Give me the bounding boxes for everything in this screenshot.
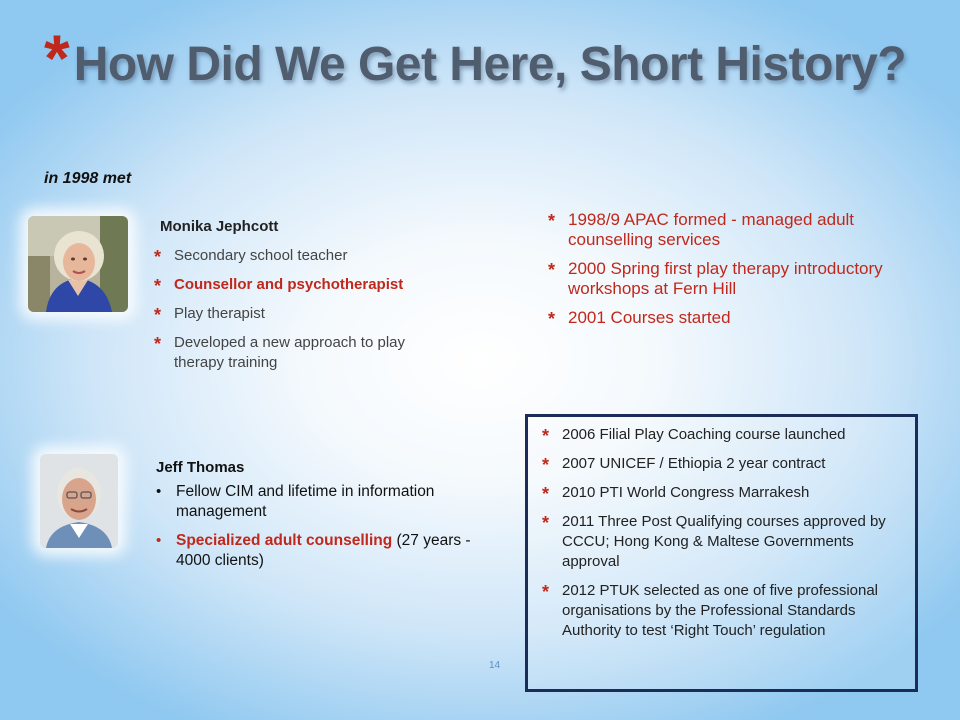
asterisk-bullet-icon: * (548, 309, 556, 329)
list-item: * 2001 Courses started (548, 308, 731, 329)
list-item: * 2007 UNICEF / Ethiopia 2 year contract (542, 455, 826, 475)
slide-title (44, 21, 944, 104)
list-item: * Counsellor and psychotherapist (154, 276, 404, 296)
title-bullet-icon: * (44, 21, 70, 95)
milestones-list (542, 425, 902, 650)
asterisk-bullet-icon: * (154, 334, 162, 354)
list-item: • Specialized adult counselling (27 years - 4000 clients) (156, 532, 471, 569)
woman-portrait-icon (28, 216, 128, 312)
title-text: How Did We Get Here, Short History? (73, 37, 907, 91)
asterisk-bullet-icon: * (542, 484, 550, 504)
intro-text: in 1998 met (44, 170, 132, 187)
milestones-box (525, 414, 918, 692)
list-item: * 2012 PTUK selected as one of five professional organisations by the Professional Standards Authority to test ‘Right Touch’ regulation (542, 582, 879, 639)
asterisk-bullet-icon: * (154, 305, 162, 325)
history-list (548, 210, 918, 337)
asterisk-bullet-icon: * (542, 426, 550, 446)
list-item: * Developed a new approach to play therapy training (154, 334, 405, 371)
jeff-photo (40, 454, 118, 548)
list-item: * Secondary school teacher (154, 247, 348, 267)
asterisk-bullet-icon: * (154, 247, 162, 267)
jeff-list (156, 482, 476, 580)
list-item: * 2010 PTI World Congress Marrakesh (542, 484, 810, 504)
list-item: • Fellow CIM and lifetime in information management (156, 483, 435, 520)
jeff-name: Jeff Thomas (156, 459, 245, 476)
asterisk-bullet-icon: * (542, 582, 550, 602)
list-item: * 1998/9 APAC formed - managed adult counselling services (548, 210, 855, 249)
list-item: * 2000 Spring first play therapy introductory workshops at Fern Hill (548, 259, 883, 298)
asterisk-bullet-icon: * (542, 455, 550, 475)
dot-bullet-icon: • (156, 532, 162, 549)
monika-photo (28, 216, 128, 312)
monika-list (154, 246, 454, 382)
dot-bullet-icon: • (156, 483, 162, 500)
list-item: * Play therapist (154, 305, 265, 325)
page-number: 14 (489, 660, 501, 671)
list-item: * 2011 Three Post Qualifying courses approved by CCCU; Hong Kong & Maltese Governments approval (542, 513, 886, 570)
monika-name: Monika Jephcott (160, 218, 279, 235)
man-portrait-icon (40, 454, 118, 548)
asterisk-bullet-icon: * (154, 276, 162, 296)
asterisk-bullet-icon: * (548, 211, 556, 231)
list-item: * 2006 Filial Play Coaching course launched (542, 426, 846, 446)
asterisk-bullet-icon: * (548, 260, 556, 280)
asterisk-bullet-icon: * (542, 513, 550, 533)
